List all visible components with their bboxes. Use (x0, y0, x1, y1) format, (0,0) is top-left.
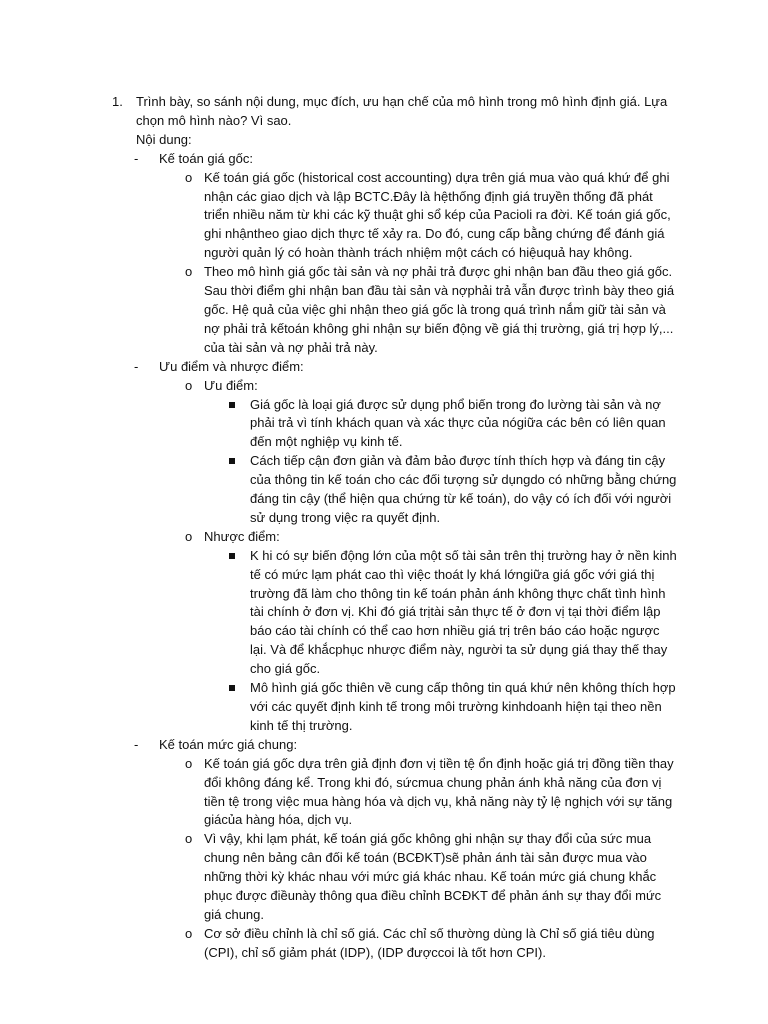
disadvantages-heading (185, 528, 692, 547)
circle-bullet-marker: o (185, 264, 193, 280)
section-pros-cons (112, 358, 692, 377)
list-item-text: Giá gốc là loại giá được sử dụng phổ biến trong đo lường tài sản và nợ phải trả vì tính khách quan và xác thực của nógiữa các bên có liên quan đến một nghiệp vụ kinh tế. (250, 396, 666, 450)
section-general-price-level (112, 736, 692, 755)
list-item-text: Cơ sở điều chỉnh là chỉ số giá. Các chỉ số thường dùng là Chỉ số giá tiêu dùng (CPI), chỉ số giảm phát (IDP), (IDP đượccoi là tốt hơn CPI). (204, 925, 655, 960)
subsection-title: Nhược điểm: (204, 528, 280, 544)
list-item (185, 263, 692, 358)
list-item-text: Vì vậy, khi lạm phát, kế toán giá gốc không ghi nhận sự thay đổi của sức mua chung nên bảng cân đối kế toán (BCĐKT)sẽ phản ánh tài sản được mua vào những thời kỳ khác nhau với mức giá khác nhau. Kế toán mức giá chung khắc phục được điềunày thông qua điều chỉnh BCĐKT để phản ánh sự thay đổi mức giá chung. (204, 831, 662, 922)
circle-bullet-marker: o (185, 528, 193, 544)
circle-bullet-marker: o (185, 169, 193, 185)
list-item-text: Mô hình giá gốc thiên về cung cấp thông tin quá khứ nên không thích hợp với các quyết định kinh tế trong môi trường kinhdoanh hiện tại theo nền kinh tế thị trường. (250, 680, 676, 733)
list-item (250, 547, 692, 679)
list-item (250, 452, 692, 528)
square-bullet-icon (229, 458, 235, 464)
dash-marker: - (134, 150, 139, 166)
advantages-heading (185, 377, 692, 396)
circle-bullet-marker: o (185, 925, 193, 941)
section-title: Kế toán giá gốc: (159, 150, 253, 166)
list-item (185, 830, 692, 925)
dash-marker: - (134, 736, 139, 752)
section-title: Ưu điểm và nhược điểm: (159, 358, 304, 374)
square-bullet-icon (229, 402, 235, 408)
list-item (185, 755, 692, 831)
list-item (250, 679, 692, 736)
list-item-text: Theo mô hình giá gốc tài sản và nợ phải trả được ghi nhận ban đầu theo giá gốc. Sau thời điểm ghi nhận ban đầu tài sản và nợphải trả vẫn được trình bày theo giá gốc. Hệ quả của việc ghi nhận theo giá gốc là trong quá trình nắm giữ tài sản và nợ phải trả kếtoán không ghi nhận sự biến động về giá thị trường, giá trị hợp lý,... của tài sản và nợ phải trả này. (204, 264, 675, 355)
list-item-text: Kế toán giá gốc dựa trên giả định đơn vị tiền tệ ổn định hoặc giá trị đồng tiền thay đổi không đáng kể. Trong khi đó, sứcmua chung phản ánh khả năng của đơn vị tiền tệ trong việc mua hàng hóa và dịch vụ, khả năng này tỷ lệ nghịch với sự tăng giácủa hàng hóa, dịch vụ. (204, 755, 674, 828)
subsection-title: Ưu điểm: (204, 377, 258, 393)
circle-bullet-marker: o (185, 831, 193, 847)
dash-marker: - (134, 358, 139, 374)
square-bullet-icon (229, 553, 235, 559)
section-historical-cost (112, 150, 692, 169)
square-bullet-icon (229, 685, 235, 691)
list-item-text: Kế toán giá gốc (historical cost accounting) dựa trên giá mua vào quá khứ để ghi nhận các giao dịch và lập BCTC.Đây là hệthống định giá truyền thống đã phát triển nhiều năm từ khi các kỹ thuật ghi sổ kép của Pacioli ra đời. Kế toán giá gốc, ghi nhậntheo giao dịch thực tế xảy ra. Do đó, cung cấp bằng chứng để đánh giá người quản lý có hoàn thành trách nhiệm một cách có hiệuquả hay không. (204, 169, 671, 261)
list-item (185, 925, 692, 963)
question-text: Trình bày, so sánh nội dung, mục đích, ưu hạn chế của mô hình trong mô hình định giá. Lựa chọn mô hình nào? Vì sao. (136, 94, 668, 128)
list-item-text: K hi có sự biến động lớn của một số tài sản trên thị trường hay ở nền kinh tế có mức lạm phát cao thì việc thoát ly khá lớngiữa giá gốc với giá thị trường đã làm cho thông tin kế toán phản ánh không thực chất tình hình tài chính ở đơn vị. Khi đó giá trịtài sản thực tế ở đơn vị tại thời điểm lập báo cáo tài chính có thể cao hơn nhiều giá trị trên báo cáo hoặc ngược lại. Và để khắcphục nhược điểm này, người ta sử dụng giá thay thế thay cho giá gốc. (250, 547, 677, 677)
question-block (112, 93, 692, 963)
list-item (250, 396, 692, 453)
circle-bullet-marker: o (185, 755, 193, 771)
circle-bullet-marker: o (185, 377, 193, 393)
question-number: 1. (112, 94, 123, 109)
section-title: Kế toán mức giá chung: (159, 736, 298, 752)
list-item-text: Cách tiếp cận đơn giản và đảm bảo được tính thích hợp và đáng tin cậy của thông tin kế toán cho các đối tượng sử dụngdo có những bằng chứng đáng tin cậy (thể hiện qua chứng từ kế toán), do vậy có ích đối với người sử dụng trong việc ra quyết định. (250, 453, 677, 525)
list-item (185, 169, 692, 264)
content-label: Nội dung: (136, 131, 192, 147)
